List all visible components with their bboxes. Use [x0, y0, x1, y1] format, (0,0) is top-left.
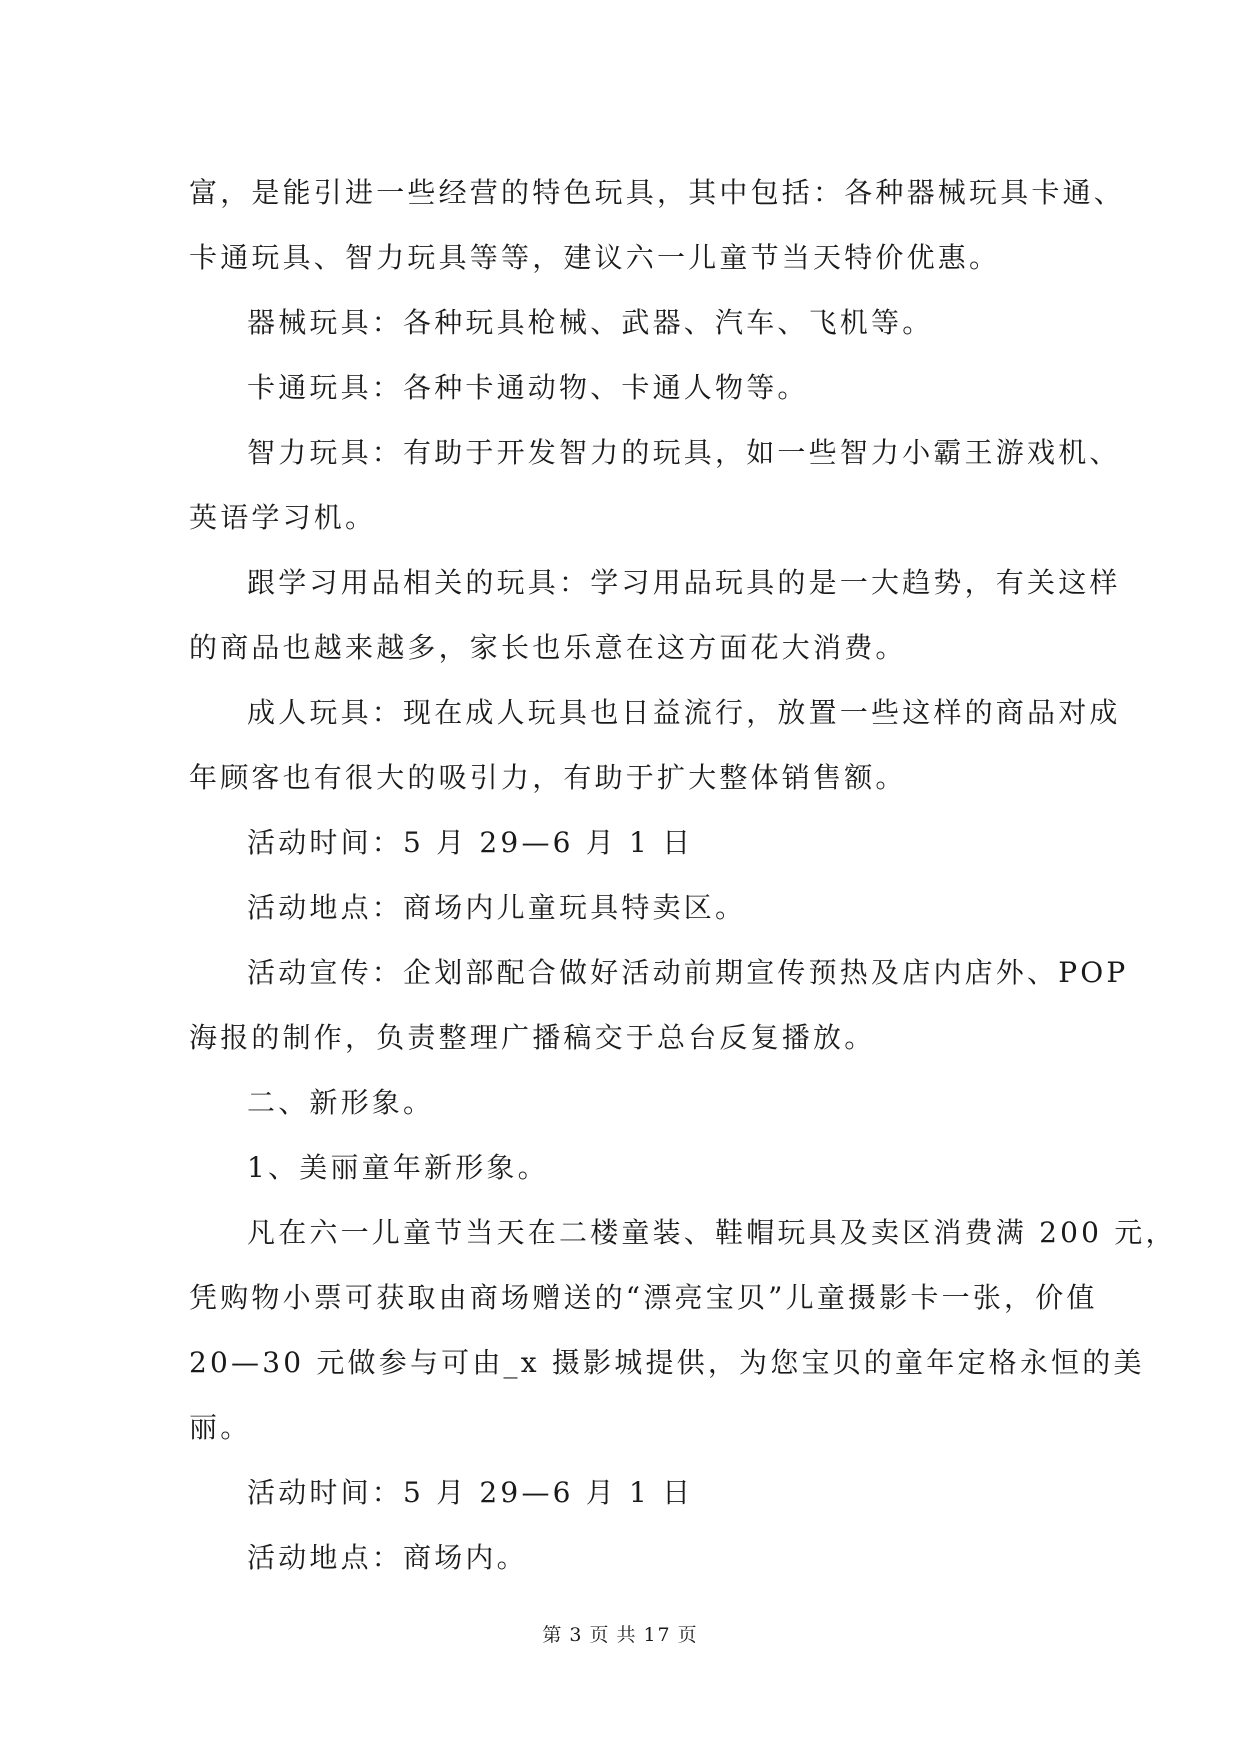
footer-total-word: 共 [616, 1624, 638, 1646]
text-line: 卡通玩具：各种卡通动物、卡通人物等。 [247, 371, 809, 404]
text-line: 20—30 元做参与可由_x 摄影城提供，为您宝贝的童年定格永恒的美 [189, 1346, 1145, 1379]
text-line: 丽。 [189, 1411, 252, 1444]
text-line: 海报的制作，负责整理广播稿交于总台反复播放。 [189, 1021, 876, 1054]
text-line: 凡在六一儿童节当天在二楼童装、鞋帽玩具及卖区消费满 200 元， [247, 1216, 1177, 1249]
footer-current-page: 3 [569, 1624, 584, 1646]
footer-suffix: 页 [677, 1624, 699, 1646]
text-line: 凭购物小票可获取由商场赠送的“漂亮宝贝”儿童摄影卡一张，价值 [189, 1281, 1098, 1314]
text-line: 活动地点：商场内儿童玩具特卖区。 [247, 891, 747, 924]
text-line: 活动时间：5 月 29—6 月 1 日 [247, 1476, 694, 1509]
text-line: 智力玩具：有助于开发智力的玩具，如一些智力小霸王游戏机、 [247, 436, 1121, 469]
page-footer [0, 1620, 1241, 1647]
section-heading: 二、新形象。 [247, 1086, 435, 1119]
body-text [189, 160, 1177, 1590]
text-line: 器械玩具：各种玩具枪械、武器、汽车、飞机等。 [247, 306, 934, 339]
text-line: 跟学习用品相关的玩具：学习用品玩具的是一大趋势，有关这样 [247, 566, 1121, 599]
text-line: 年顾客也有很大的吸引力，有助于扩大整体销售额。 [189, 761, 907, 794]
text-line: 成人玩具：现在成人玩具也日益流行，放置一些这样的商品对成 [247, 696, 1121, 729]
footer-page-word: 页 [589, 1624, 611, 1646]
text-line: 活动地点：商场内。 [247, 1541, 528, 1574]
text-line: 活动时间：5 月 29—6 月 1 日 [247, 826, 694, 859]
text-line: 英语学习机。 [189, 501, 377, 534]
text-line: 活动宣传：企划部配合做好活动前期宣传预热及店内店外、POP [247, 956, 1129, 989]
footer-prefix: 第 [542, 1624, 564, 1646]
text-line: 富，是能引进一些经营的特色玩具，其中包括：各种器械玩具卡通、 [189, 176, 1126, 209]
footer-total-pages: 17 [643, 1624, 672, 1646]
text-line: 的商品也越来越多，家长也乐意在这方面花大消费。 [189, 631, 907, 664]
subsection-heading: 1、美丽童年新形象。 [247, 1151, 549, 1184]
text-line: 卡通玩具、智力玩具等等，建议六一儿童节当天特价优惠。 [189, 241, 1001, 274]
